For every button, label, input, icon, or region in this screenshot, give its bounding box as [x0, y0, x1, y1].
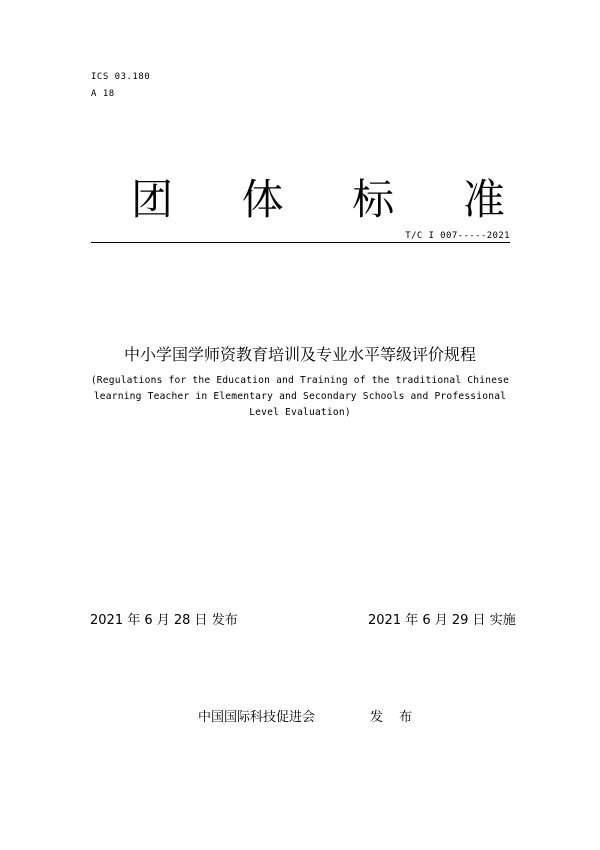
- main-title: [128, 176, 508, 224]
- ics-code: ICS 03.180: [91, 72, 151, 82]
- publish-date: 2021 年 6 月 28 日 发布: [90, 613, 238, 628]
- english-title: [88, 373, 512, 421]
- english-title-line: Level Evaluation): [249, 407, 351, 418]
- english-title-line: (Regulations for the Education and Training of the traditional Chinese: [90, 375, 510, 386]
- implement-date: 2021 年 6 月 29 日 实施: [368, 613, 516, 628]
- main-title-char: 标: [352, 175, 395, 224]
- issuer-name: 中国国际科技促进会: [198, 710, 316, 725]
- main-title-char: 准: [462, 175, 505, 224]
- main-title-char: 团: [130, 175, 173, 224]
- main-title-char: 体: [241, 175, 284, 224]
- header-divider: [91, 242, 510, 243]
- standard-number: T/C I 007-----2021: [405, 231, 510, 241]
- chinese-title: 中小学国学师资教育培训及专业水平等级评价规程: [123, 345, 476, 364]
- english-title-line: learning Teacher in Elementary and Secondary Schools and Professional: [93, 391, 507, 402]
- issuer-action: 发 布: [370, 710, 419, 725]
- ccs-code: A 18: [91, 89, 115, 99]
